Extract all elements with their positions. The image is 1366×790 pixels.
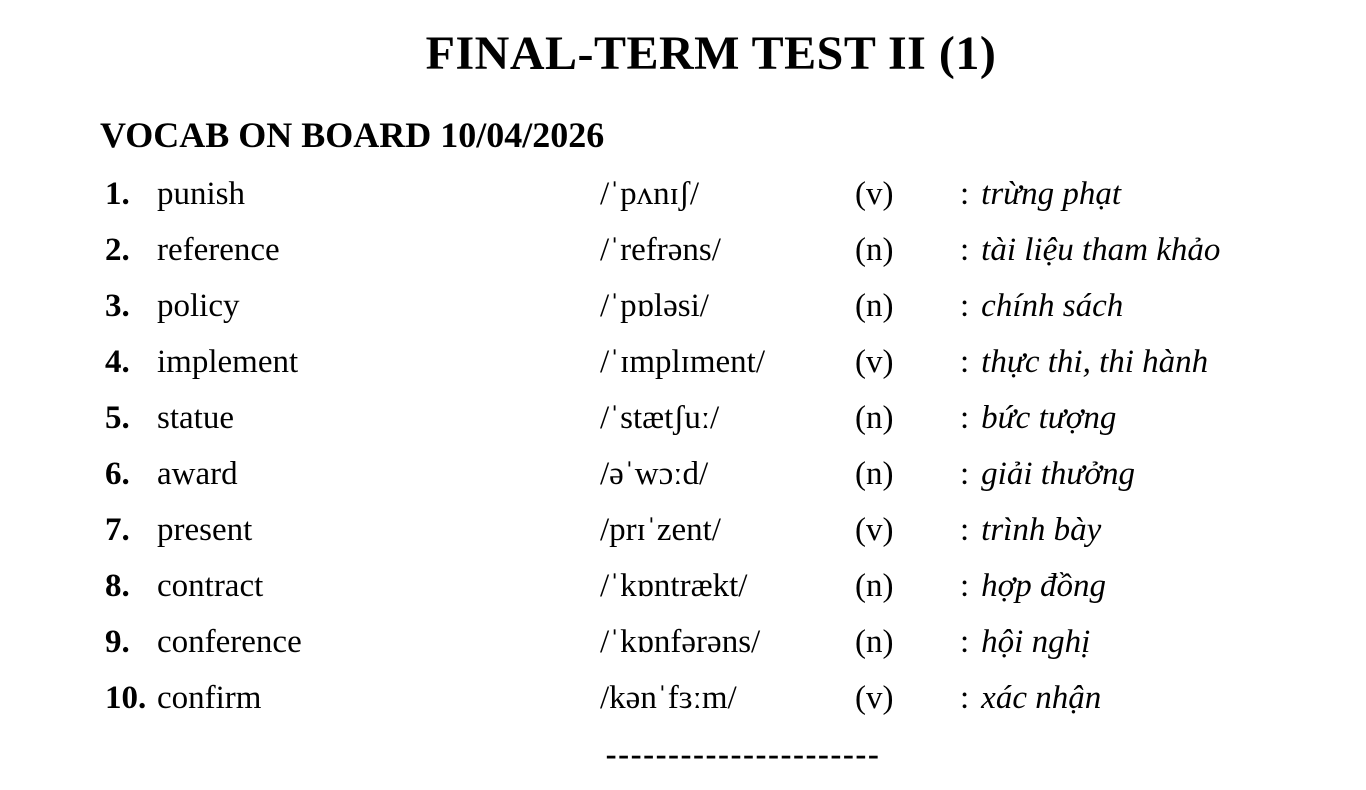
vocab-list xyxy=(0,167,1366,727)
entry-meaning xyxy=(960,400,1366,437)
entry-pos: (n) xyxy=(855,456,894,493)
entry-pos: (n) xyxy=(855,288,894,325)
entry-number: 1. xyxy=(105,176,130,213)
meaning-colon: : xyxy=(960,232,970,269)
vocab-row xyxy=(0,447,1366,503)
entry-meaning xyxy=(960,624,1366,661)
entry-number: 8. xyxy=(105,568,130,605)
vocab-row xyxy=(0,503,1366,559)
entry-meaning xyxy=(960,232,1366,269)
vocab-row xyxy=(0,559,1366,615)
entry-meaning xyxy=(960,512,1366,549)
entry-word: award xyxy=(157,456,238,493)
entry-pos: (v) xyxy=(855,512,894,549)
vocab-row xyxy=(0,615,1366,671)
entry-ipa: /əˈwɔːd/ xyxy=(600,456,709,493)
entry-pos: (v) xyxy=(855,344,894,381)
entry-word: conference xyxy=(157,624,302,661)
entry-meaning xyxy=(960,176,1366,213)
meaning-text: bức tượng xyxy=(981,400,1117,437)
meaning-colon: : xyxy=(960,288,970,325)
vocab-row xyxy=(0,223,1366,279)
entry-number: 3. xyxy=(105,288,130,325)
meaning-colon: : xyxy=(960,344,970,381)
vocab-row xyxy=(0,279,1366,335)
entry-word: present xyxy=(157,512,253,549)
meaning-colon: : xyxy=(960,512,970,549)
entry-number: 5. xyxy=(105,400,130,437)
meaning-colon: : xyxy=(960,456,970,493)
entry-meaning xyxy=(960,568,1366,605)
meaning-text: trừng phạt xyxy=(981,176,1122,213)
meaning-text: trình bày xyxy=(981,512,1102,549)
meaning-colon: : xyxy=(960,568,970,605)
entry-ipa: /ˈɪmplɪment/ xyxy=(600,344,765,381)
meaning-text: xác nhận xyxy=(981,680,1102,717)
meaning-text: thực thi, thi hành xyxy=(981,344,1209,381)
entry-word: reference xyxy=(157,232,280,269)
entry-number: 4. xyxy=(105,344,130,381)
entry-number: 2. xyxy=(105,232,130,269)
entry-pos: (n) xyxy=(855,624,894,661)
entry-meaning xyxy=(960,680,1366,717)
entry-word: confirm xyxy=(157,680,262,717)
entry-meaning xyxy=(960,344,1366,381)
entry-meaning xyxy=(960,456,1366,493)
entry-ipa: /ˈstætʃuː/ xyxy=(600,400,720,437)
meaning-text: hợp đồng xyxy=(981,568,1107,605)
dashed-separator: ---------------------- xyxy=(605,736,881,773)
entry-pos: (v) xyxy=(855,176,894,213)
entry-word: contract xyxy=(157,568,264,605)
vocab-row xyxy=(0,391,1366,447)
entry-ipa: /ˈrefrəns/ xyxy=(600,232,721,269)
meaning-text: chính sách xyxy=(981,288,1124,325)
entry-number: 10. xyxy=(105,680,147,717)
meaning-text: tài liệu tham khảo xyxy=(981,232,1221,269)
entry-pos: (n) xyxy=(855,400,894,437)
entry-pos: (v) xyxy=(855,680,894,717)
entry-number: 9. xyxy=(105,624,130,661)
entry-ipa: /ˈpɒləsi/ xyxy=(600,288,709,325)
vocab-row xyxy=(0,167,1366,223)
entry-number: 7. xyxy=(105,512,130,549)
entry-pos: (n) xyxy=(855,232,894,269)
entry-word: punish xyxy=(157,176,246,213)
entry-ipa: /prɪˈzent/ xyxy=(600,512,721,549)
entry-pos: (n) xyxy=(855,568,894,605)
page-subtitle: VOCAB ON BOARD 10/04/2026 xyxy=(100,115,605,156)
meaning-colon: : xyxy=(960,400,970,437)
meaning-text: hội nghị xyxy=(981,624,1091,661)
entry-ipa: /kənˈfɜːm/ xyxy=(600,680,737,717)
page-title: FINAL-TERM TEST II (1) xyxy=(425,27,997,80)
entry-word: statue xyxy=(157,400,234,437)
meaning-text: giải thưởng xyxy=(981,456,1136,493)
vocab-row xyxy=(0,671,1366,727)
meaning-colon: : xyxy=(960,624,970,661)
meaning-colon: : xyxy=(960,680,970,717)
entry-word: policy xyxy=(157,288,240,325)
entry-meaning xyxy=(960,288,1366,325)
entry-word: implement xyxy=(157,344,299,381)
meaning-colon: : xyxy=(960,176,970,213)
entry-number: 6. xyxy=(105,456,130,493)
entry-ipa: /ˈpʌnɪʃ/ xyxy=(600,176,699,213)
vocab-row xyxy=(0,335,1366,391)
entry-ipa: /ˈkɒnfərəns/ xyxy=(600,624,761,661)
entry-ipa: /ˈkɒntrækt/ xyxy=(600,568,748,605)
